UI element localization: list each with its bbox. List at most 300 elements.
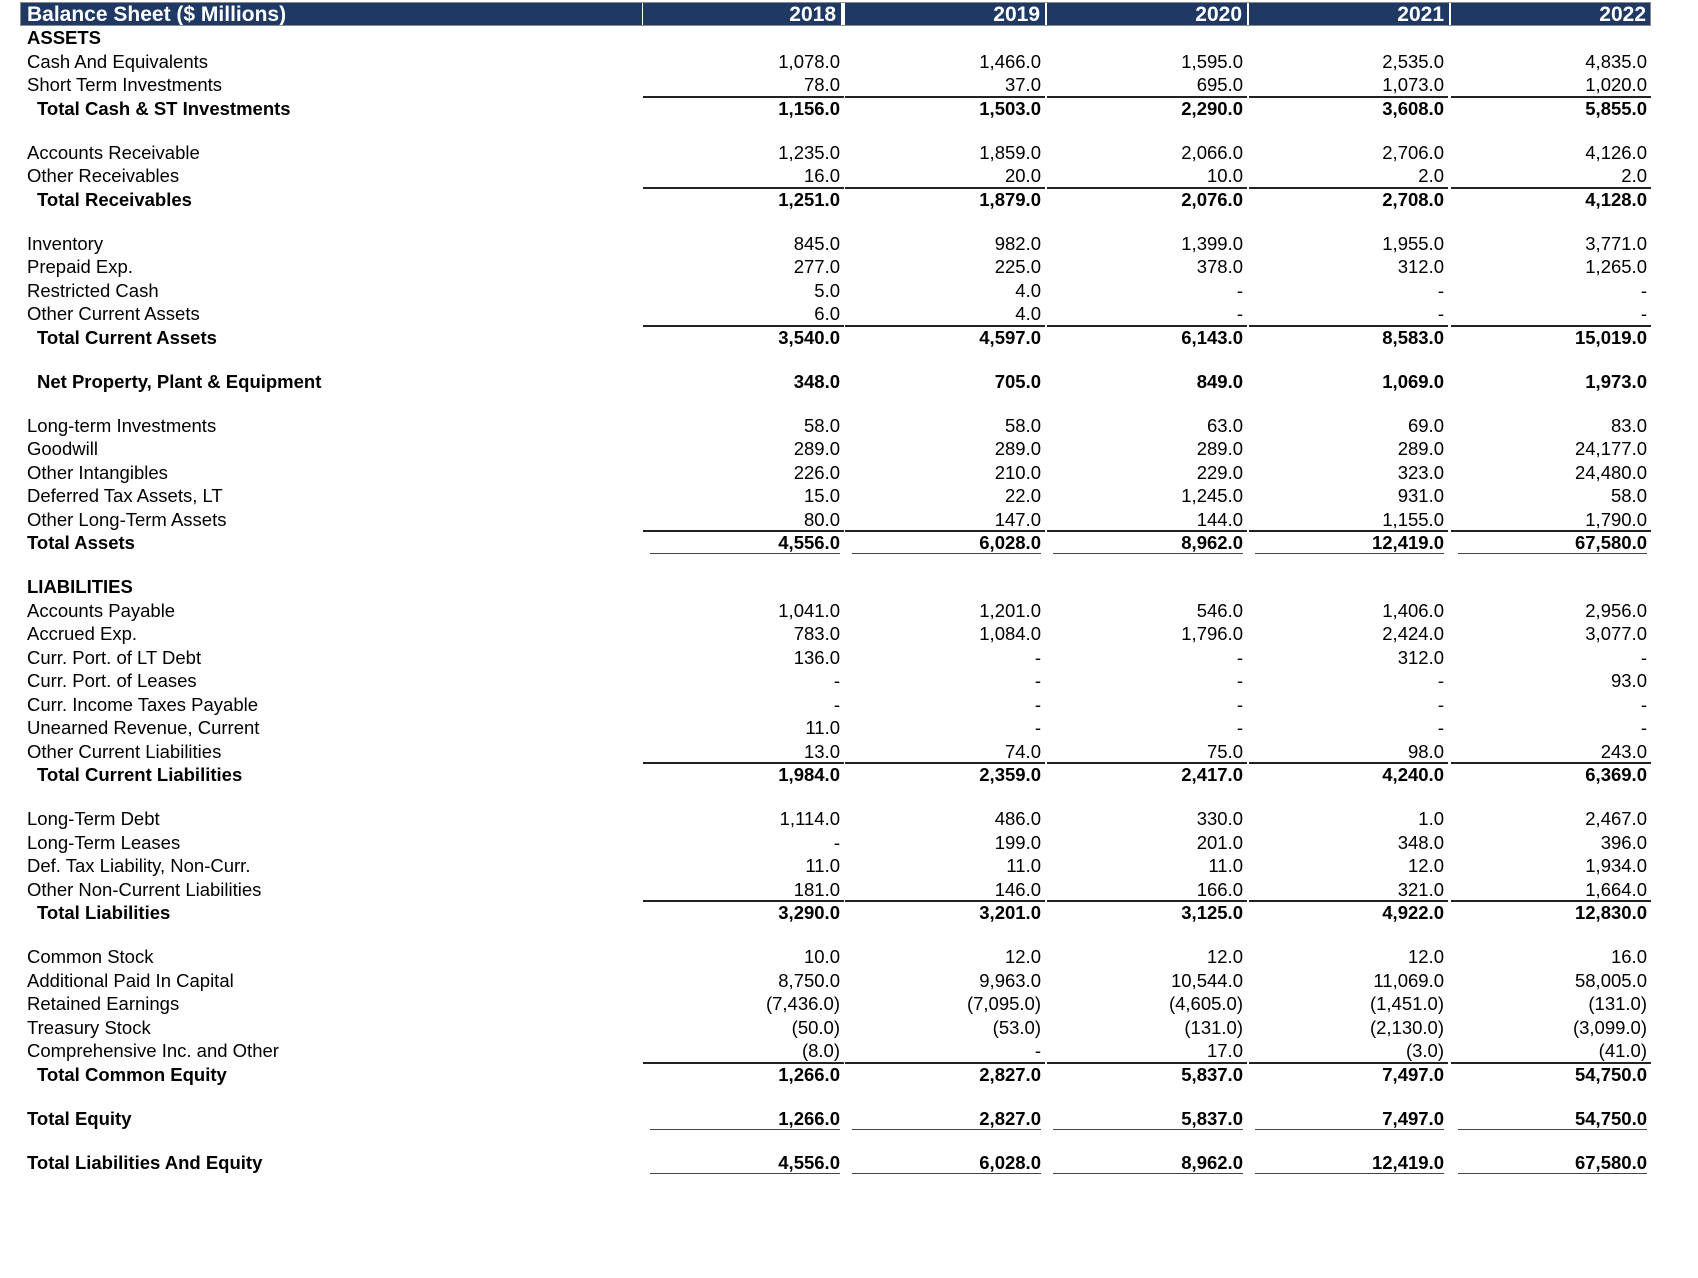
subtotal-rule <box>1451 187 1651 189</box>
cell-2020: 695.0 <box>1196 74 1243 95</box>
cell-2021: 321.0 <box>1397 878 1444 900</box>
cell-2020: 3,125.0 <box>1181 902 1243 923</box>
cell-2018: 1,266.0 <box>778 1063 840 1085</box>
cell-2018: 226.0 <box>793 461 840 483</box>
cell-2020: 201.0 <box>1196 831 1243 853</box>
cell-2018: 181.0 <box>793 878 840 900</box>
cell-2018: - <box>833 831 840 853</box>
cell-2019: 146.0 <box>994 878 1041 900</box>
row-label: Total Common Equity <box>37 1063 227 1085</box>
subtotal-rule <box>1047 900 1247 902</box>
row-label: Other Current Assets <box>27 303 200 324</box>
cell-2021: 98.0 <box>1407 740 1444 762</box>
cell-2020: - <box>1236 646 1243 668</box>
cell-2018: 3,290.0 <box>778 902 840 923</box>
row-label: Cash And Equivalents <box>27 50 209 72</box>
table-row <box>0 326 1698 349</box>
cell-2019: 982.0 <box>994 232 1041 254</box>
subtotal-rule <box>1249 762 1448 764</box>
cell-2021: 1,955.0 <box>1382 232 1444 254</box>
cell-2022: 1,265.0 <box>1585 256 1647 277</box>
cell-2019: 37.0 <box>1004 74 1041 95</box>
cell-2018: 15.0 <box>803 485 840 506</box>
subtotal-rule <box>1249 325 1448 327</box>
cell-2020: 1,399.0 <box>1181 232 1243 254</box>
subtotal-rule <box>1451 762 1651 764</box>
cell-2019: - <box>1034 1040 1041 1061</box>
cell-2021: 11,069.0 <box>1373 969 1444 991</box>
cell-2020: 1,595.0 <box>1181 50 1243 72</box>
subtotal-rule <box>1249 530 1448 532</box>
cell-2018: 1,156.0 <box>778 97 840 119</box>
cell-2019: 74.0 <box>1004 740 1041 762</box>
subtotal-rule <box>1249 1062 1448 1064</box>
cell-2019: 1,879.0 <box>979 188 1041 210</box>
cell-2022: 67,580.0 <box>1574 532 1647 553</box>
cell-2018: 11.0 <box>805 855 840 876</box>
year-header-2019: 2019 <box>845 2 1045 26</box>
total-underline <box>852 1173 1041 1174</box>
table-row <box>0 531 1698 554</box>
table-row <box>0 945 1698 968</box>
cell-2021: 4,922.0 <box>1382 902 1444 923</box>
cell-2020: 17.0 <box>1206 1040 1243 1061</box>
total-underline <box>1053 1129 1243 1130</box>
table-row <box>0 437 1698 460</box>
row-label: Accounts Payable <box>27 599 176 621</box>
row-label: Def. Tax Liability, Non-Curr. <box>27 855 251 876</box>
subtotal-rule <box>1249 187 1448 189</box>
cell-2018: 11.0 <box>805 717 840 738</box>
row-label: Total Equity <box>27 1107 132 1129</box>
cell-2019: 11.0 <box>1006 855 1041 876</box>
cell-2022: 2,956.0 <box>1585 599 1647 621</box>
cell-2022: 83.0 <box>1610 414 1647 436</box>
cell-2020: 546.0 <box>1196 599 1243 621</box>
cell-2018: (8.0) <box>801 1040 840 1061</box>
table-row <box>0 73 1698 96</box>
cell-2020: 10,544.0 <box>1170 969 1243 991</box>
cell-2020: 2,076.0 <box>1181 188 1243 210</box>
cell-2019: 1,201.0 <box>979 599 1041 621</box>
cell-2021: 312.0 <box>1397 256 1444 277</box>
cell-2020: 289.0 <box>1196 438 1243 459</box>
row-label: Total Liabilities <box>37 902 171 923</box>
cell-2018: 58.0 <box>803 414 840 436</box>
cell-2021: 3,608.0 <box>1382 97 1444 119</box>
table-row <box>0 1063 1698 1086</box>
cell-2018: 8,750.0 <box>778 969 840 991</box>
cell-2019: 1,859.0 <box>979 141 1041 163</box>
row-label: Common Stock <box>27 946 154 967</box>
cell-2018: 1,041.0 <box>778 599 840 621</box>
cell-2018: 78.0 <box>803 74 840 95</box>
cell-2022: 4,126.0 <box>1585 141 1647 163</box>
total-underline <box>1053 553 1243 554</box>
cell-2020: 8,962.0 <box>1181 1151 1243 1173</box>
table-row <box>0 370 1698 393</box>
cell-2018: (50.0) <box>791 1016 840 1038</box>
cell-2021: 1,155.0 <box>1382 508 1444 530</box>
row-label: Total Assets <box>27 532 135 553</box>
subtotal-rule <box>845 96 1045 98</box>
cell-2020: 6,143.0 <box>1181 326 1243 348</box>
total-underline <box>1458 1129 1647 1130</box>
cell-2019: 4.0 <box>1015 303 1041 324</box>
cell-2018: 4,556.0 <box>778 532 840 553</box>
cell-2021: 2,708.0 <box>1382 188 1444 210</box>
cell-2022: 2.0 <box>1621 165 1647 186</box>
cell-2018: 3,540.0 <box>778 326 840 348</box>
table-row <box>0 763 1698 786</box>
cell-2022: (3,099.0) <box>1572 1016 1647 1038</box>
cell-2021: 7,497.0 <box>1382 1107 1444 1129</box>
table-row <box>0 740 1698 763</box>
cell-2021: 8,583.0 <box>1382 326 1444 348</box>
cell-2020: - <box>1236 670 1243 691</box>
cell-2018: 16.0 <box>803 165 840 186</box>
cell-2019: 2,827.0 <box>979 1063 1041 1085</box>
cell-2021: 931.0 <box>1397 485 1444 506</box>
row-label: Total Liabilities And Equity <box>27 1151 263 1173</box>
cell-2022: 243.0 <box>1600 740 1647 762</box>
subtotal-rule <box>1047 1062 1247 1064</box>
total-underline <box>1255 1173 1444 1174</box>
year-header-2020: 2020 <box>1047 2 1247 26</box>
row-label: Additional Paid In Capital <box>27 969 234 991</box>
cell-2021: 12.0 <box>1407 946 1444 967</box>
table-row <box>0 232 1698 255</box>
table-row <box>0 693 1698 716</box>
cell-2021: - <box>1437 670 1444 691</box>
subtotal-rule <box>643 96 844 98</box>
cell-2021: - <box>1437 717 1444 738</box>
cell-2020: 2,417.0 <box>1181 764 1243 785</box>
cell-2022: 16.0 <box>1610 946 1647 967</box>
cell-2018: 289.0 <box>793 438 840 459</box>
subtotal-rule <box>643 762 844 764</box>
cell-2018: 136.0 <box>793 646 840 668</box>
row-label: Total Current Liabilities <box>37 764 243 785</box>
cell-2021: (1,451.0) <box>1369 993 1444 1014</box>
cell-2018: (7,436.0) <box>765 993 840 1014</box>
table-row <box>0 508 1698 531</box>
cell-2021: 7,497.0 <box>1382 1063 1444 1085</box>
cell-2022: 1,664.0 <box>1585 878 1647 900</box>
cell-2022: 54,750.0 <box>1574 1063 1647 1085</box>
cell-2018: 1,078.0 <box>778 50 840 72</box>
total-underline <box>1458 553 1647 554</box>
table-row <box>0 414 1698 437</box>
cell-2019: 3,201.0 <box>979 902 1041 923</box>
cell-2022: 58,005.0 <box>1574 969 1647 991</box>
cell-2022: 1,973.0 <box>1585 370 1647 392</box>
subtotal-rule <box>1249 96 1448 98</box>
total-underline <box>852 553 1041 554</box>
subtotal-rule <box>643 900 844 902</box>
cell-2019: 58.0 <box>1004 414 1041 436</box>
subtotal-rule <box>845 187 1045 189</box>
cell-2021: 2,535.0 <box>1382 50 1444 72</box>
cell-2022: 6,369.0 <box>1585 764 1647 785</box>
subtotal-rule <box>1451 96 1651 98</box>
row-label: Goodwill <box>27 438 98 459</box>
table-title: Balance Sheet ($ Millions) <box>20 2 642 26</box>
cell-2019: 9,963.0 <box>979 969 1041 991</box>
cell-2022: - <box>1640 717 1647 738</box>
cell-2021: 12.0 <box>1407 855 1444 876</box>
row-label: Deferred Tax Assets, LT <box>27 485 223 506</box>
row-label: Curr. Port. of Leases <box>27 670 197 691</box>
cell-2021: - <box>1437 303 1444 324</box>
cell-2022: (41.0) <box>1598 1040 1647 1061</box>
row-label: Treasury Stock <box>27 1016 151 1038</box>
table-row <box>0 901 1698 924</box>
cell-2022: 54,750.0 <box>1574 1107 1647 1129</box>
table-row <box>0 1016 1698 1039</box>
cell-2021: (3.0) <box>1405 1040 1444 1061</box>
row-label: Accounts Receivable <box>27 141 200 163</box>
cell-2022: - <box>1640 646 1647 668</box>
cell-2020: 378.0 <box>1196 256 1243 277</box>
cell-2022: 67,580.0 <box>1574 1151 1647 1173</box>
cell-2018: 10.0 <box>803 946 840 967</box>
cell-2022: 4,128.0 <box>1585 188 1647 210</box>
subtotal-rule <box>1047 187 1247 189</box>
subtotal-rule <box>1047 325 1247 327</box>
cell-2019: 4.0 <box>1015 279 1041 301</box>
subtotal-rule <box>845 900 1045 902</box>
cell-2020: - <box>1236 693 1243 715</box>
table-row <box>0 646 1698 669</box>
cell-2021: 2,706.0 <box>1382 141 1444 163</box>
cell-2021: 2.0 <box>1418 165 1444 186</box>
year-header-2018: 2018 <box>643 2 841 26</box>
table-row <box>0 575 1698 598</box>
cell-2021: 12,419.0 <box>1371 532 1444 553</box>
cell-2020: 1,796.0 <box>1181 623 1243 644</box>
cell-2019: - <box>1034 693 1041 715</box>
cell-2018: 845.0 <box>793 232 840 254</box>
subtotal-rule <box>845 762 1045 764</box>
table-row <box>0 26 1698 49</box>
cell-2020: 10.0 <box>1206 165 1243 186</box>
total-underline <box>650 1173 840 1174</box>
cell-2022: 4,835.0 <box>1585 50 1647 72</box>
cell-2018: 348.0 <box>793 370 840 392</box>
cell-2020: 63.0 <box>1206 414 1243 436</box>
row-label: Unearned Revenue, Current <box>27 717 260 738</box>
cell-2019: 4,597.0 <box>979 326 1041 348</box>
table-row <box>0 484 1698 507</box>
cell-2021: (2,130.0) <box>1369 1016 1444 1038</box>
cell-2019: - <box>1034 670 1041 691</box>
row-label: Other Intangibles <box>27 461 168 483</box>
row-label: Curr. Port. of LT Debt <box>27 646 202 668</box>
cell-2018: 13.0 <box>803 740 840 762</box>
cell-2020: 11.0 <box>1208 855 1243 876</box>
cell-2020: - <box>1236 303 1243 324</box>
subtotal-rule <box>643 325 844 327</box>
row-label: Other Non-Current Liabilities <box>27 878 262 900</box>
cell-2019: 6,028.0 <box>979 1151 1041 1173</box>
subtotal-rule <box>1047 96 1247 98</box>
table-row <box>0 188 1698 211</box>
row-label: LIABILITIES <box>27 576 133 597</box>
row-label: Long-Term Debt <box>27 808 160 829</box>
cell-2022: 1,790.0 <box>1585 508 1647 530</box>
cell-2022: 24,480.0 <box>1574 461 1647 483</box>
cell-2018: 80.0 <box>803 508 840 530</box>
cell-2018: 1,235.0 <box>778 141 840 163</box>
total-underline <box>1255 553 1444 554</box>
total-underline <box>1255 1129 1444 1130</box>
cell-2020: 166.0 <box>1196 878 1243 900</box>
row-label: Prepaid Exp. <box>27 256 133 277</box>
cell-2019: 147.0 <box>994 508 1041 530</box>
cell-2022: 12,830.0 <box>1574 902 1647 923</box>
cell-2019: (7,095.0) <box>966 993 1041 1014</box>
cell-2021: 289.0 <box>1397 438 1444 459</box>
subtotal-rule <box>1249 900 1448 902</box>
cell-2019: - <box>1034 717 1041 738</box>
cell-2020: - <box>1236 717 1243 738</box>
table-row <box>0 461 1698 484</box>
row-label: Total Receivables <box>37 188 192 210</box>
subtotal-rule <box>1047 530 1247 532</box>
cell-2019: 289.0 <box>994 438 1041 459</box>
row-label: Net Property, Plant & Equipment <box>37 370 322 392</box>
cell-2020: 229.0 <box>1196 461 1243 483</box>
table-row <box>0 831 1698 854</box>
cell-2021: 69.0 <box>1407 414 1444 436</box>
cell-2020: 2,290.0 <box>1181 97 1243 119</box>
cell-2018: 1,266.0 <box>778 1107 840 1129</box>
cell-2018: 1,114.0 <box>779 808 840 829</box>
cell-2021: 312.0 <box>1397 646 1444 668</box>
cell-2019: 20.0 <box>1004 165 1041 186</box>
cell-2021: 323.0 <box>1397 461 1444 483</box>
cell-2021: 1.0 <box>1418 808 1444 829</box>
total-underline <box>650 1129 840 1130</box>
cell-2022: 3,771.0 <box>1585 232 1647 254</box>
table-row <box>0 302 1698 325</box>
subtotal-rule <box>643 1062 844 1064</box>
cell-2020: 2,066.0 <box>1181 141 1243 163</box>
row-label: Long-Term Leases <box>27 831 181 853</box>
cell-2020: 8,962.0 <box>1181 532 1243 553</box>
cell-2022: 3,077.0 <box>1585 623 1647 644</box>
cell-2020: 144.0 <box>1196 508 1243 530</box>
row-label: Total Current Assets <box>37 326 217 348</box>
subtotal-rule <box>643 187 844 189</box>
cell-2022: 396.0 <box>1600 831 1647 853</box>
subtotal-rule <box>845 530 1045 532</box>
cell-2020: 849.0 <box>1196 370 1243 392</box>
total-underline <box>1053 1173 1243 1174</box>
cell-2021: 1,406.0 <box>1382 599 1444 621</box>
cell-2021: 4,240.0 <box>1382 764 1444 785</box>
cell-2022: 1,020.0 <box>1585 74 1647 95</box>
cell-2019: (53.0) <box>992 1016 1041 1038</box>
table-row <box>0 141 1698 164</box>
cell-2021: - <box>1437 693 1444 715</box>
cell-2019: 486.0 <box>994 808 1041 829</box>
row-label: Long-term Investments <box>27 414 217 436</box>
cell-2022: - <box>1640 303 1647 324</box>
cell-2018: 6.0 <box>814 303 840 324</box>
cell-2019: 225.0 <box>994 256 1041 277</box>
row-label: Inventory <box>27 232 104 254</box>
row-label: Comprehensive Inc. and Other <box>27 1040 279 1061</box>
cell-2018: - <box>833 693 840 715</box>
cell-2019: 199.0 <box>994 831 1041 853</box>
table-row <box>0 969 1698 992</box>
row-label: Restricted Cash <box>27 279 159 301</box>
subtotal-rule <box>1451 325 1651 327</box>
cell-2018: 1,984.0 <box>778 764 840 785</box>
cell-2022: 2,467.0 <box>1585 808 1647 829</box>
cell-2022: (131.0) <box>1588 993 1647 1014</box>
cell-2021: - <box>1437 279 1444 301</box>
cell-2022: - <box>1640 693 1647 715</box>
table-row <box>0 164 1698 187</box>
cell-2020: 5,837.0 <box>1181 1063 1243 1085</box>
cell-2022: 24,177.0 <box>1574 438 1647 459</box>
subtotal-rule <box>845 1062 1045 1064</box>
cell-2022: 93.0 <box>1610 670 1647 691</box>
table-row <box>0 992 1698 1015</box>
cell-2022: 15,019.0 <box>1574 326 1647 348</box>
table-row <box>0 599 1698 622</box>
row-label: Other Long-Term Assets <box>27 508 227 530</box>
row-label: Total Cash & ST Investments <box>37 97 291 119</box>
subtotal-rule <box>1451 1062 1651 1064</box>
cell-2020: (131.0) <box>1184 1016 1243 1038</box>
table-row <box>0 854 1698 877</box>
year-header-2021: 2021 <box>1249 2 1449 26</box>
row-label: Accrued Exp. <box>27 623 138 644</box>
cell-2018: 5.0 <box>814 279 840 301</box>
total-underline <box>852 1129 1041 1130</box>
cell-2019: 6,028.0 <box>979 532 1041 553</box>
cell-2019: 1,084.0 <box>979 623 1041 644</box>
row-label: Other Receivables <box>27 165 180 186</box>
cell-2019: 1,466.0 <box>979 50 1041 72</box>
cell-2019: 2,827.0 <box>979 1107 1041 1129</box>
cell-2018: 4,556.0 <box>778 1151 840 1173</box>
table-row <box>0 716 1698 739</box>
table-row <box>0 622 1698 645</box>
table-row <box>0 97 1698 120</box>
cell-2020: 330.0 <box>1196 808 1243 829</box>
cell-2018: 783.0 <box>793 623 840 644</box>
cell-2020: 5,837.0 <box>1181 1107 1243 1129</box>
table-row <box>0 1151 1698 1174</box>
cell-2019: 210.0 <box>994 461 1041 483</box>
row-label: ASSETS <box>27 27 102 48</box>
cell-2019: 2,359.0 <box>979 764 1041 785</box>
table-row <box>0 1107 1698 1130</box>
cell-2019: - <box>1034 646 1041 668</box>
subtotal-rule <box>845 325 1045 327</box>
row-label: Other Current Liabilities <box>27 740 222 762</box>
cell-2020: 1,245.0 <box>1181 485 1243 506</box>
cell-2022: 1,934.0 <box>1585 855 1647 876</box>
cell-2021: 1,069.0 <box>1382 370 1444 392</box>
cell-2022: - <box>1640 279 1647 301</box>
table-row <box>0 807 1698 830</box>
